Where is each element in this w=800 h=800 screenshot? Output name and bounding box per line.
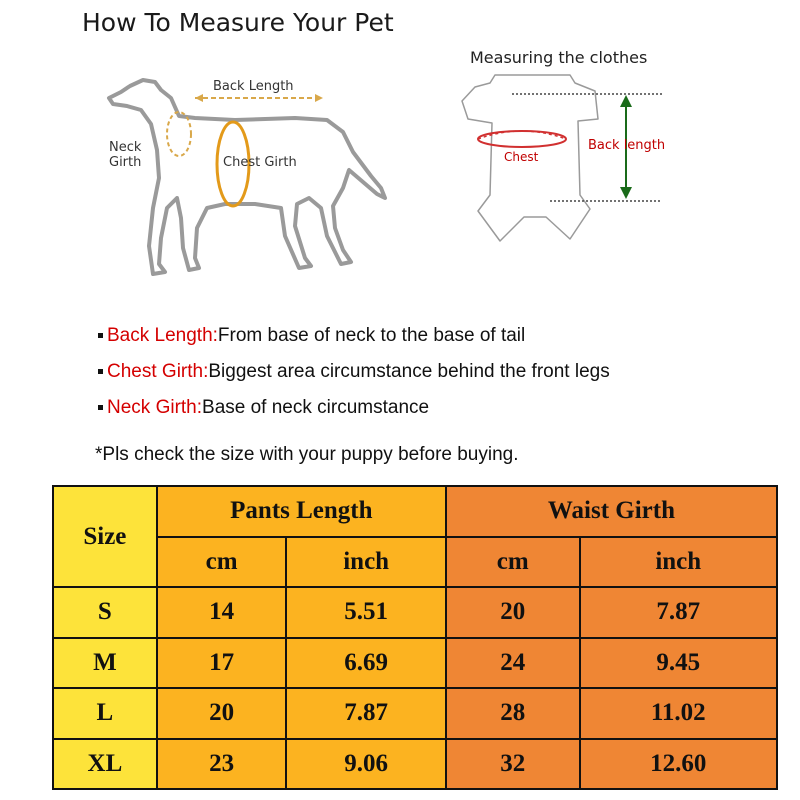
clothes-title: Measuring the clothes	[470, 48, 648, 67]
pants-inch-cell: 7.87	[286, 688, 446, 739]
pants-cm-header: cm	[157, 537, 287, 588]
pants-length-header: Pants Length	[157, 486, 446, 537]
table-row	[53, 638, 777, 689]
size-cell: S	[53, 587, 157, 638]
table-unit-row	[53, 537, 777, 588]
tip-term: Back Length:	[107, 325, 218, 346]
pants-cm-cell: 14	[157, 587, 287, 638]
tip-neck-girth	[98, 390, 610, 426]
waist-inch-cell: 7.87	[580, 587, 777, 638]
waist-inch-header: inch	[580, 537, 777, 588]
size-cell: XL	[53, 739, 157, 790]
pants-inch-cell: 6.69	[286, 638, 446, 689]
tip-text: Base of neck circumstance	[202, 397, 430, 418]
table-row	[53, 739, 777, 790]
back-length-arrow-left	[195, 94, 203, 102]
table-header-row	[53, 486, 777, 537]
waist-cm-cell: 20	[446, 587, 580, 638]
chest-label: Chest	[504, 150, 539, 164]
pants-cm-cell: 17	[157, 638, 287, 689]
pants-inch-header: inch	[286, 537, 446, 588]
waist-cm-cell: 32	[446, 739, 580, 790]
tip-back-length	[98, 318, 610, 354]
tip-chest-girth	[98, 354, 610, 390]
waist-inch-cell: 12.60	[580, 739, 777, 790]
tip-term: Chest Girth:	[107, 361, 209, 382]
back-length-arrow-right	[315, 94, 323, 102]
pants-cm-cell: 23	[157, 739, 287, 790]
neck-girth-label-1: Neck	[109, 140, 142, 155]
clothes-measure-diagram	[430, 35, 690, 255]
pants-inch-cell: 5.51	[286, 587, 446, 638]
size-check-note: *Pls check the size with your puppy before buying.	[95, 444, 519, 465]
back-length-arrow-up	[620, 95, 632, 107]
size-cell: M	[53, 638, 157, 689]
size-header: Size	[53, 486, 157, 587]
neck-girth-label-2: Girth	[109, 155, 142, 170]
size-cell: L	[53, 688, 157, 739]
waist-cm-cell: 24	[446, 638, 580, 689]
waist-inch-cell: 11.02	[580, 688, 777, 739]
tip-text: From base of neck to the base of tail	[217, 325, 526, 346]
waist-girth-header: Waist Girth	[446, 486, 777, 537]
bullet-icon	[98, 333, 103, 338]
clothes-back-length-label: Back length	[588, 138, 666, 153]
bullet-icon	[98, 369, 103, 374]
pants-inch-cell: 9.06	[286, 739, 446, 790]
back-length-arrow-down	[620, 187, 632, 199]
table-row	[53, 587, 777, 638]
waist-inch-cell: 9.45	[580, 638, 777, 689]
size-table	[52, 485, 778, 790]
pants-cm-cell: 20	[157, 688, 287, 739]
chest-girth-label: Chest Girth	[223, 155, 297, 170]
bullet-icon	[98, 405, 103, 410]
page-title: How To Measure Your Pet	[82, 8, 394, 37]
measure-tips	[98, 318, 610, 426]
back-length-label: Back Length	[213, 79, 294, 94]
tip-text: Biggest area circumstance behind the front legs	[208, 361, 610, 382]
dog-measure-diagram	[95, 58, 395, 288]
waist-cm-header: cm	[446, 537, 580, 588]
table-row	[53, 688, 777, 739]
tip-term: Neck Girth:	[107, 397, 203, 418]
waist-cm-cell: 28	[446, 688, 580, 739]
